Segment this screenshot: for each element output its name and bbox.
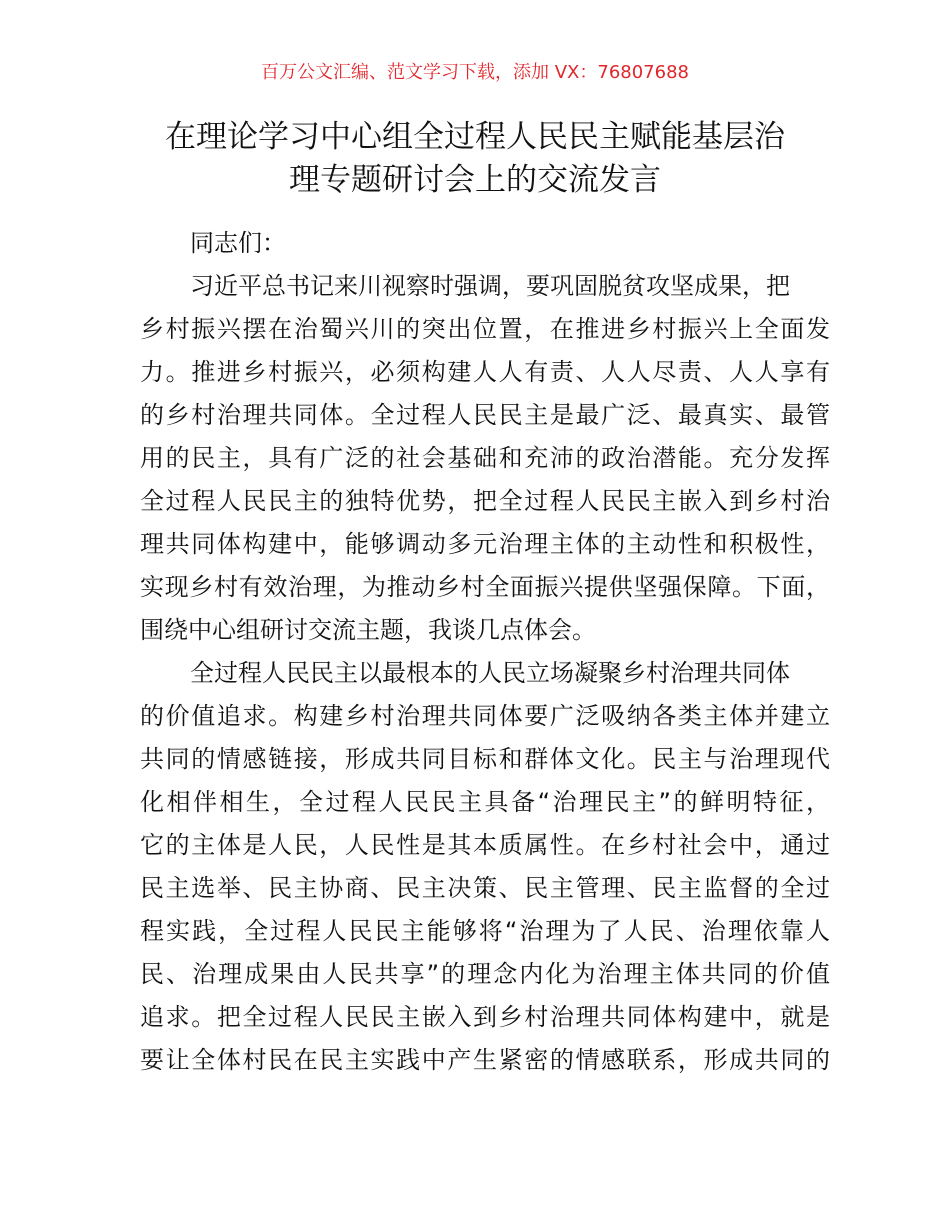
paragraph-line: 的乡村治理共同体。全过程人民民主是最广泛、最真实、最管 — [140, 401, 830, 429]
paragraph — [140, 265, 830, 652]
document-body — [140, 222, 830, 1082]
paragraph-line: 围绕中心组研讨交流主题，我谈几点体会。 — [140, 616, 596, 644]
paragraph-line: 共同的情感链接，形成共同目标和群体文化。民主与治理现代 — [140, 745, 830, 773]
paragraph-line: 要让全体村民在民主实践中产生紧密的情感联系，形成共同的 — [140, 1046, 830, 1074]
paragraph-line: 的价值追求。构建乡村治理共同体要广泛吸纳各类主体并建立 — [140, 702, 830, 730]
paragraph-line: 全过程人民民主的独特优势，把全过程人民民主嵌入到乡村治 — [140, 487, 830, 515]
paragraph-line: 全过程人民民主以最根本的人民立场凝聚乡村治理共同体 — [190, 659, 790, 687]
paragraph-line: 程实践，全过程人民民主能够将“治理为了人民、治理依靠人 — [140, 917, 830, 945]
paragraph-line: 化相伴相生，全过程人民民主具备“治理民主”的鲜明特征， — [140, 788, 830, 816]
paragraph-line: 追求。把全过程人民民主嵌入到乡村治理共同体构建中，就是 — [140, 1003, 830, 1031]
salutation: 同志们： — [190, 229, 286, 257]
paragraph-line: 习近平总书记来川视察时强调，要巩固脱贫攻坚成果，把 — [190, 272, 790, 300]
paragraph-line: 民、治理成果由人民共享”的理念内化为治理主体共同的价值 — [140, 960, 830, 988]
paragraphs — [140, 265, 830, 1082]
document-title-line-1: 在理论学习中心组全过程人民民主赋能基层治 — [165, 119, 785, 155]
paragraph-line: 实现乡村有效治理，为推动乡村全面振兴提供坚强保障。下面， — [140, 573, 830, 601]
paragraph-line: 乡村振兴摆在治蜀兴川的突出位置，在推进乡村振兴上全面发 — [140, 315, 830, 343]
watermark-banner: 百万公文汇编、范文学习下载，添加 VX：76807688 — [261, 62, 689, 83]
paragraph-line: 力。推进乡村振兴，必须构建人人有责、人人尽责、人人享有 — [140, 358, 830, 386]
paragraph — [140, 652, 830, 1082]
paragraph-line: 用的民主，具有广泛的社会基础和充沛的政治潜能。充分发挥 — [140, 444, 830, 472]
document-title-line-2: 理专题研讨会上的交流发言 — [289, 162, 661, 198]
paragraph-line: 民主选举、民主协商、民主决策、民主管理、民主监督的全过 — [140, 874, 830, 902]
paragraph-line: 理共同体构建中，能够调动多元治理主体的主动性和积极性， — [140, 530, 830, 558]
paragraph-line: 它的主体是人民，人民性是其本质属性。在乡村社会中，通过 — [140, 831, 830, 859]
